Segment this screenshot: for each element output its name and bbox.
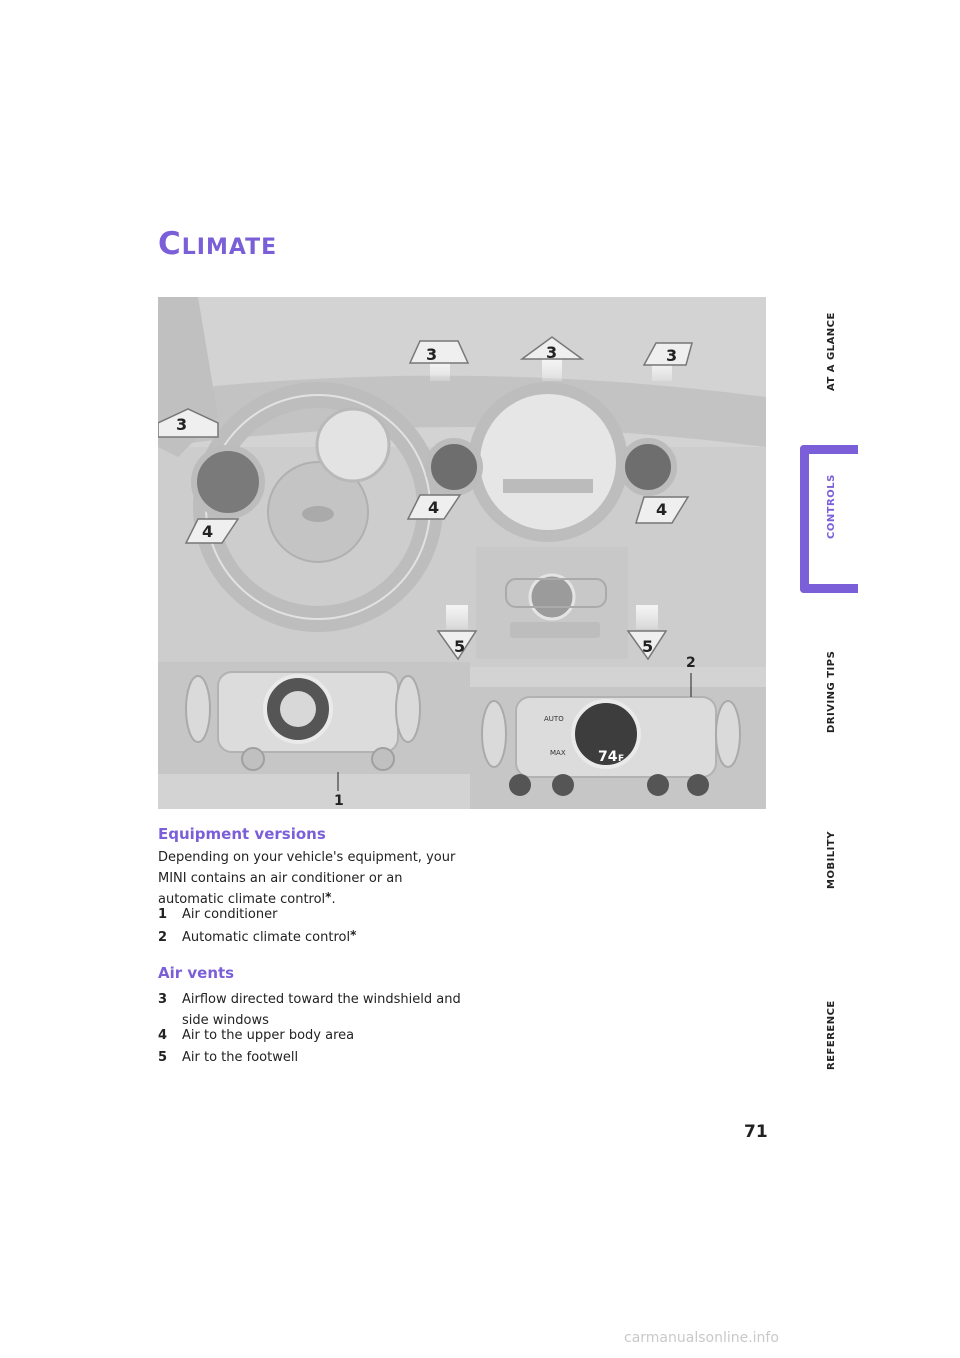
callout-3a: 3 (426, 345, 438, 364)
tab-controls[interactable]: CONTROLS (826, 474, 837, 539)
temp-display: 74 (598, 749, 618, 765)
auto-label: AUTO (544, 715, 564, 723)
callout-5a: 5 (454, 637, 466, 656)
tab-driving-tips[interactable]: DRIVING TIPS (826, 650, 837, 733)
callout-1: 1 (334, 793, 344, 809)
equipment-heading: Equipment versions (158, 825, 326, 843)
page-title: Climate (158, 226, 278, 262)
temp-unit: F (618, 754, 625, 764)
callout-2: 2 (686, 655, 696, 671)
callout-3b: 3 (546, 343, 558, 362)
page-number: 71 (744, 1122, 768, 1142)
callout-5b: 5 (642, 637, 654, 656)
callout-3d: 3 (176, 415, 188, 434)
callout-4c: 4 (656, 500, 668, 519)
callout-4a: 4 (202, 522, 214, 541)
max-label: MAX (550, 749, 566, 757)
equipment-body: Depending on your vehicle's equipment, your MINI contains an air conditioner or an automatic climate control*. (158, 850, 456, 907)
dashboard-illustration (158, 297, 766, 809)
tab-mobility[interactable]: MOBILITY (826, 831, 837, 889)
air-vents-heading: Air vents (158, 964, 235, 982)
callout-4b: 4 (428, 498, 440, 517)
callout-3c: 3 (666, 346, 678, 365)
watermark: carmanualsonline.info (624, 1330, 779, 1346)
tab-at-a-glance[interactable]: AT A GLANCE (826, 312, 837, 391)
tab-reference[interactable]: REFERENCE (826, 1000, 837, 1070)
